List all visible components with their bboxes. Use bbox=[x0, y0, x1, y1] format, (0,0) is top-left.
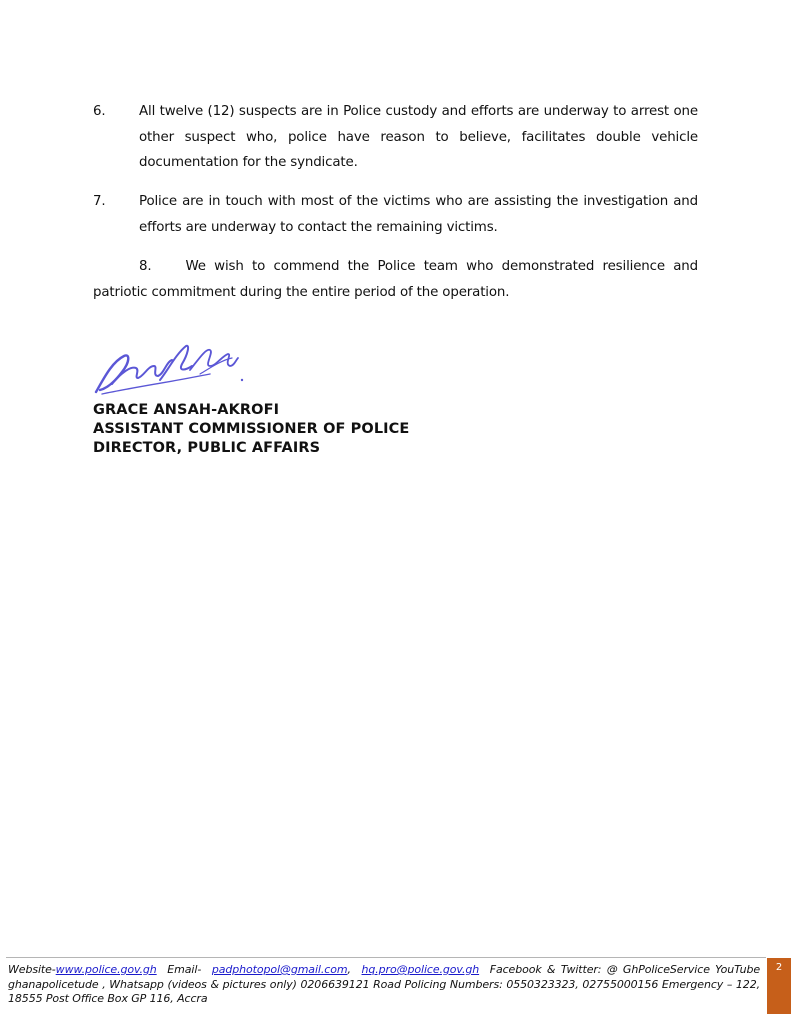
paragraph-number: 7. bbox=[93, 194, 106, 209]
footer-contact-details: Facebook & Twitter: @ GhPoliceService YouTube ghanapolicetude , Whatsapp (videos & pictures only) 0206639121 Road Policing Numbers: 0550323323, 02755000156 Emergency – 122, 18555 Post Office Box GP 116, Accra bbox=[8, 963, 761, 1006]
website-link[interactable]: www.police.gov.gh bbox=[55, 963, 157, 976]
email-label: Email- bbox=[167, 963, 202, 976]
paragraph-text: Police are in touch with most of the victims who are assisting the investigation and efforts are underway to contact the remaining victims. bbox=[139, 194, 698, 235]
signature-block bbox=[93, 401, 409, 458]
paragraph-6 bbox=[93, 99, 698, 176]
paragraph-8 bbox=[93, 254, 698, 305]
handwritten-signature bbox=[90, 340, 250, 402]
footer-divider bbox=[6, 957, 766, 958]
signatory-name: GRACE ANSAH-AKROFI bbox=[93, 402, 280, 418]
signatory-rank: ASSISTANT COMMISSIONER OF POLICE bbox=[93, 421, 410, 437]
page-number-tab bbox=[767, 958, 791, 1014]
paragraph-text: We wish to commend the Police team who demonstrated resilience and patriotic commitment during the entire period of the operation. bbox=[93, 259, 698, 300]
email-link-hq-pro[interactable]: hq.pro@police.gov.gh bbox=[361, 963, 480, 976]
paragraph-number: 8. bbox=[139, 259, 152, 274]
paragraph-number: 6. bbox=[93, 104, 106, 119]
email-link-padphotopol[interactable]: padphotopol@gmail.com bbox=[211, 963, 348, 976]
website-label: Website- bbox=[8, 963, 56, 976]
paragraph-7 bbox=[93, 189, 698, 240]
paragraph-text: All twelve (12) suspects are in Police custody and efforts are underway to arrest one other suspect who, police have reason to believe, facilitates double vehicle documentation for the syndicate. bbox=[139, 104, 698, 170]
footer-contact bbox=[8, 963, 760, 1007]
paragraph-body bbox=[93, 254, 698, 305]
email-separator: , bbox=[347, 963, 351, 976]
signatory-position: DIRECTOR, PUBLIC AFFAIRS bbox=[93, 440, 321, 456]
page-number: 2 bbox=[775, 962, 783, 973]
